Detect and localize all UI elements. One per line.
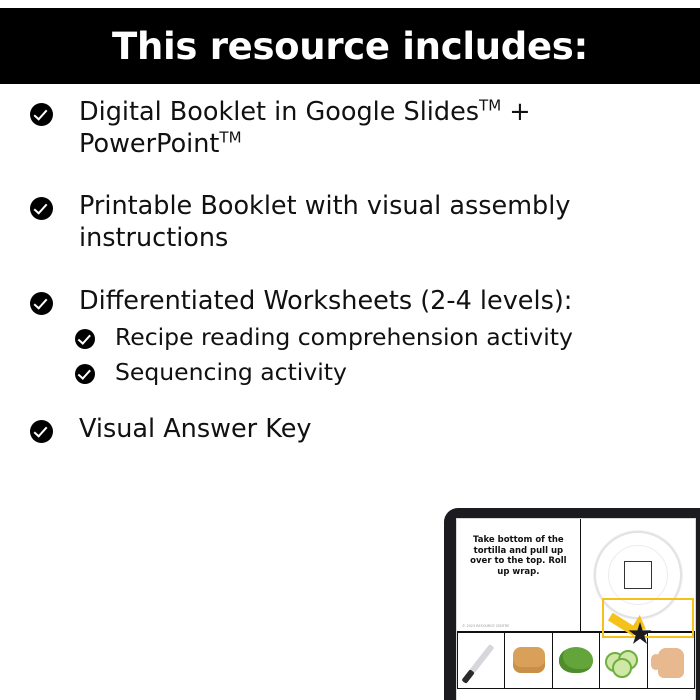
tray-cell	[505, 633, 552, 688]
slide-credit-text: © 2023 RESOURCE CENTRE	[462, 624, 510, 628]
list-item	[0, 323, 700, 352]
included-items-list	[0, 96, 700, 475]
tray-cell	[458, 633, 505, 688]
list-item-label: Visual Answer Key	[79, 413, 312, 444]
chicken-icon	[513, 647, 545, 673]
slide-instruction-panel	[457, 519, 581, 631]
list-item-label: Differentiated Worksheets (2-4 levels):	[79, 285, 573, 316]
sub-item-label: Recipe reading comprehension activity	[115, 322, 573, 351]
list-item	[0, 190, 700, 254]
check-circle-icon	[30, 292, 53, 315]
hand-icon	[658, 648, 684, 678]
trademark-superscript: TM	[219, 128, 242, 147]
plate-square-placeholder	[624, 561, 652, 589]
list-item	[0, 413, 700, 445]
check-circle-icon	[30, 197, 53, 220]
tray-cell	[553, 633, 600, 688]
page-title: This resource includes:	[112, 24, 588, 68]
cucumber-icon	[605, 650, 641, 672]
knife-icon	[468, 644, 495, 676]
trademark-superscript: TM	[479, 96, 502, 115]
tray-cell	[648, 633, 694, 688]
list-item-label: Printable Booklet with visual assembly instructions	[79, 191, 571, 254]
sub-item-group	[0, 323, 700, 387]
header-banner	[0, 8, 700, 84]
check-circle-icon	[75, 329, 95, 349]
ingredient-tray	[457, 633, 695, 689]
slide-instruction-text: Take bottom of the tortilla and pull up over to the top. Roll up wrap.	[470, 535, 567, 577]
list-item-label	[79, 96, 659, 160]
sub-item-label: Sequencing activity	[115, 357, 347, 386]
lettuce-icon	[559, 647, 593, 673]
list-item	[0, 96, 700, 160]
list-item-text-part: Digital Booklet in Google Slides	[79, 97, 480, 127]
check-circle-icon	[30, 420, 53, 443]
list-item	[0, 285, 700, 317]
check-circle-icon	[30, 103, 53, 126]
list-item	[0, 358, 700, 387]
list-item-text-part: + PowerPoint	[79, 97, 531, 160]
check-circle-icon	[75, 364, 95, 384]
tray-cell	[600, 633, 647, 688]
